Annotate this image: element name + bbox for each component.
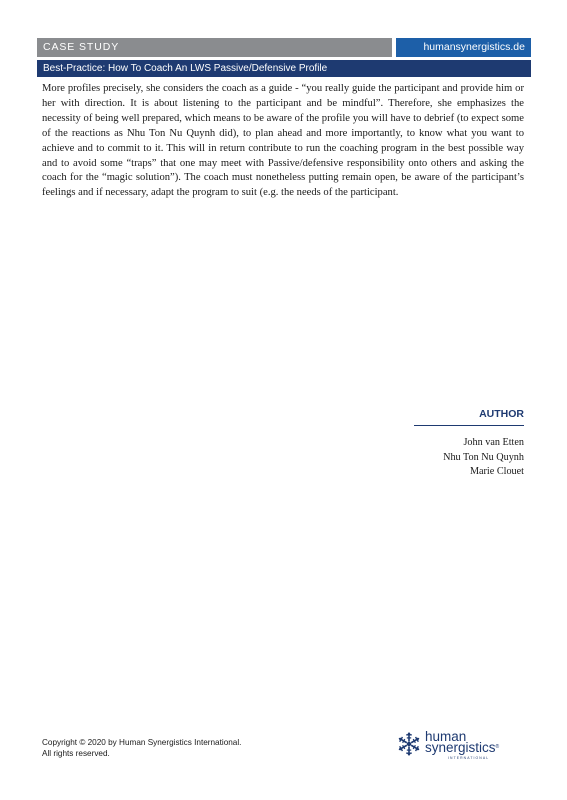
copyright-line: Copyright © 2020 by Human Synergistics International. <box>42 738 242 747</box>
author-heading: AUTHOR <box>479 408 524 420</box>
author-name: John van Etten <box>463 437 524 448</box>
logo-text-human: human <box>425 729 467 744</box>
company-logo <box>396 728 531 763</box>
logo-text-synergistics <box>425 741 499 754</box>
document-title: Best-Practice: How To Coach An LWS Passive/Defensive Profile <box>37 60 531 77</box>
author-divider <box>414 425 524 426</box>
author-name: Marie Clouet <box>469 466 524 477</box>
logo-word: synergistics <box>425 740 496 755</box>
header-bar <box>37 38 531 57</box>
section-label: CASE STUDY <box>37 38 392 57</box>
logo-trademark: ® <box>495 744 500 750</box>
website-link[interactable]: humansynergistics.de <box>396 38 531 57</box>
author-name: Nhu Ton Nu Quynh <box>443 451 524 463</box>
logo-text-international: INTERNATIONAL <box>448 756 490 760</box>
body-paragraph: More profiles precisely, she considers the coach as a guide - “you really guide the participant and provide him or her with direction. It is about listening to the participant and be mindful”. Therefore, she emphasizes the necessity of being well prepared, which means to be aware of the profile you will have to debrief (to expect some of the reactions as Nhu Ton Nu Quynh did), to plan ahead and more importantly, to know what you want to achieve and to commit to it. This will in return contribute to run the coaching program in the best possible way and to avoid some “traps” that one may meet with Passive/defensive responsibility onto others and asking the coach for the “magic solution”). The coach must nonetheless putting remain open, be aware of the participant’s feelings and if necessary, adapt the program to suit (e.g. the needs of the participant. <box>42 83 524 199</box>
author-list <box>443 436 524 480</box>
copyright-notice <box>42 738 241 759</box>
snowflake-logo-icon <box>396 731 422 757</box>
rights-line: All rights reserved. <box>42 748 110 758</box>
